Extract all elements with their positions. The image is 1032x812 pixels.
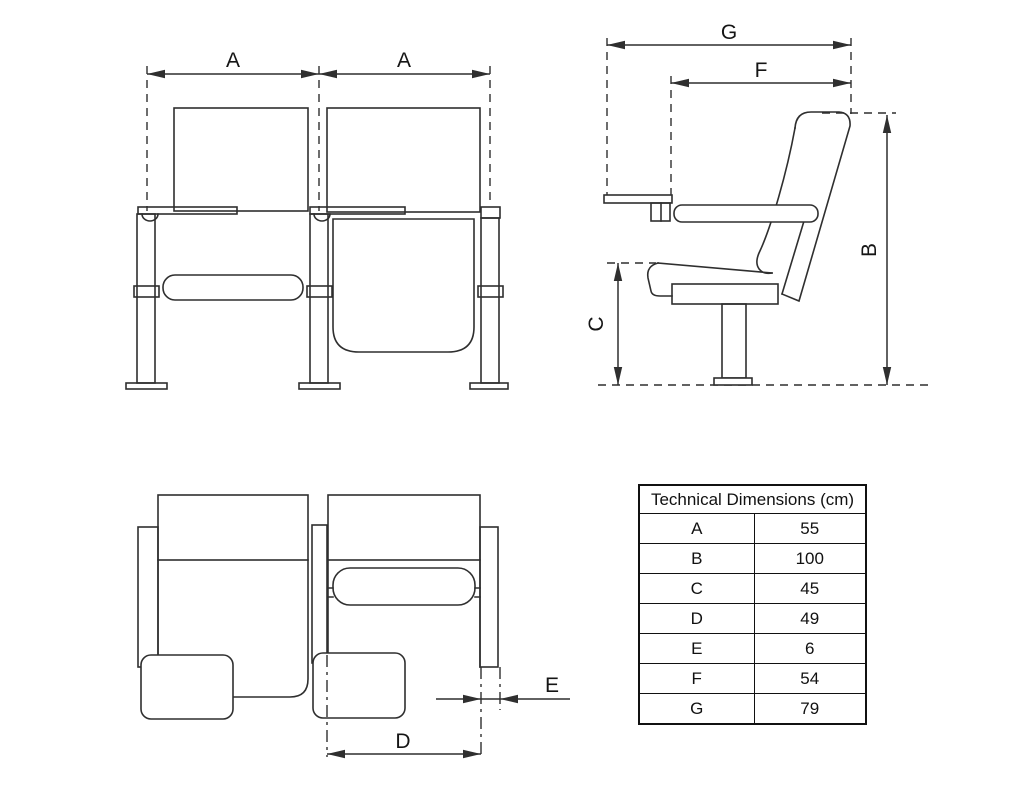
seat-cushion-top	[658, 263, 772, 273]
dim-letter-cell: A	[639, 514, 754, 544]
dim-letter-cell: C	[639, 574, 754, 604]
plan-view	[138, 495, 570, 757]
leg-cap	[481, 207, 500, 218]
dim-label-d: D	[395, 730, 411, 753]
dim-label-a: A	[396, 49, 412, 72]
tablet-outline	[310, 207, 405, 214]
table-row	[639, 514, 866, 544]
seat-edge	[233, 560, 308, 697]
dim-letter-cell: E	[639, 634, 754, 664]
table-row	[639, 574, 866, 604]
seat-folded-outline	[163, 275, 303, 300]
table-row	[639, 634, 866, 664]
backrest-outline	[158, 495, 308, 560]
backrest-outline	[328, 495, 480, 560]
center-panel-outline	[312, 525, 327, 663]
dim-value-cell: 55	[754, 514, 866, 544]
side-panel-outline	[480, 527, 498, 667]
dim-value-cell: 6	[754, 634, 866, 664]
backrest-cushion-edge	[757, 128, 795, 273]
table-row	[639, 694, 866, 725]
tablet-outline	[141, 655, 233, 719]
pedestal-outline	[722, 304, 746, 378]
armrest-outline	[674, 205, 818, 222]
leg-outline	[310, 214, 328, 383]
seat-pan-outline	[333, 219, 474, 352]
dim-letter-cell: G	[639, 694, 754, 725]
leg-foot	[126, 383, 167, 389]
dim-letter-cell: F	[639, 664, 754, 694]
dim-value-cell: 79	[754, 694, 866, 725]
leg-outline	[137, 214, 155, 383]
tablet-outline	[604, 195, 672, 203]
side-panel-outline	[138, 527, 158, 667]
dim-letter-cell: B	[639, 544, 754, 574]
seat-folded-outline	[333, 568, 475, 605]
table-title: Technical Dimensions (cm)	[639, 485, 866, 514]
side-view	[585, 21, 932, 385]
dim-label-b: B	[858, 242, 881, 258]
dimensions-table	[638, 484, 867, 725]
dim-label-f: F	[754, 59, 768, 82]
front-view	[126, 49, 508, 389]
dim-value-cell: 54	[754, 664, 866, 694]
dim-label-a: A	[225, 49, 241, 72]
pedestal-foot	[714, 378, 752, 385]
table-row	[639, 664, 866, 694]
backrest-outline	[174, 108, 308, 211]
dim-letter-cell: D	[639, 604, 754, 634]
leg-outline	[481, 218, 499, 383]
table-row	[639, 544, 866, 574]
backrest-shell-front-edge	[782, 221, 804, 294]
table-row	[639, 604, 866, 634]
leg-foot	[299, 383, 340, 389]
backrest-outline	[327, 108, 480, 212]
table-header-row	[639, 485, 866, 514]
seat-base-outline	[672, 284, 778, 304]
dim-label-c: C	[585, 316, 608, 332]
dim-value-cell: 45	[754, 574, 866, 604]
dim-value-cell: 49	[754, 604, 866, 634]
seat-cushion-front	[648, 263, 672, 296]
dim-value-cell: 100	[754, 544, 866, 574]
dim-label-e: E	[544, 674, 560, 697]
dim-label-g: G	[720, 21, 738, 44]
seat-hinge-ticks	[328, 588, 480, 597]
leg-foot	[470, 383, 508, 389]
